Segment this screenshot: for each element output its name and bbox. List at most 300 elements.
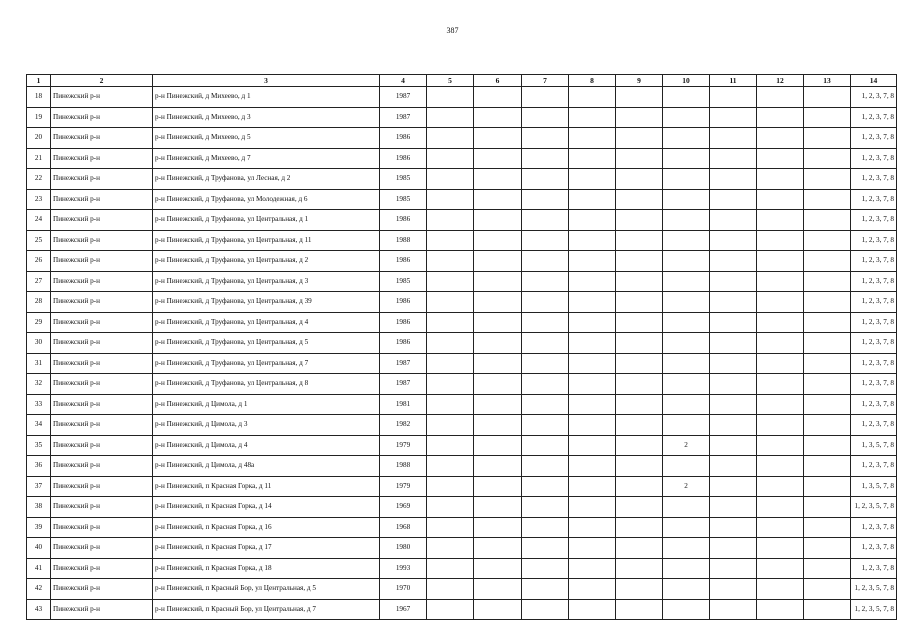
codes-cell: 1, 2, 3, 7, 8 (851, 148, 897, 169)
column-8-cell (569, 558, 616, 579)
column-5-cell (427, 107, 474, 128)
column-9-cell (616, 374, 663, 395)
column-9-cell (616, 538, 663, 559)
column-5-cell (427, 292, 474, 313)
column-header-8: 8 (569, 75, 616, 87)
column-6-cell (474, 415, 522, 436)
column-9-cell (616, 292, 663, 313)
column-10-cell (663, 292, 710, 313)
column-12-cell (757, 251, 804, 272)
column-7-cell (522, 271, 569, 292)
column-11-cell (710, 456, 757, 477)
column-13-cell (804, 169, 851, 190)
column-header-9: 9 (616, 75, 663, 87)
address-cell: р-н Пинежский, д Труфанова, ул Центральная, д 39 (153, 292, 380, 313)
column-12-cell (757, 87, 804, 108)
district-cell: Пинежский р-н (51, 312, 153, 333)
address-cell: р-н Пинежский, д Труфанова, ул Центральная, д 1 (153, 210, 380, 231)
column-6-cell (474, 435, 522, 456)
column-5-cell (427, 353, 474, 374)
district-cell: Пинежский р-н (51, 435, 153, 456)
column-13-cell (804, 87, 851, 108)
address-cell: р-н Пинежский, п Красная Горка, д 14 (153, 497, 380, 518)
district-cell: Пинежский р-н (51, 558, 153, 579)
row-number: 29 (27, 312, 51, 333)
column-5-cell (427, 579, 474, 600)
column-6-cell (474, 128, 522, 149)
codes-cell: 1, 2, 3, 7, 8 (851, 558, 897, 579)
column-header-11: 11 (710, 75, 757, 87)
column-13-cell (804, 579, 851, 600)
column-9-cell (616, 87, 663, 108)
codes-cell: 1, 2, 3, 7, 8 (851, 538, 897, 559)
column-12-cell (757, 353, 804, 374)
column-10-cell (663, 312, 710, 333)
table-row (27, 456, 897, 477)
table-row (27, 87, 897, 108)
column-10-cell: 2 (663, 476, 710, 497)
column-6-cell (474, 558, 522, 579)
year-cell: 1986 (380, 128, 427, 149)
codes-cell: 1, 3, 5, 7, 8 (851, 476, 897, 497)
column-13-cell (804, 476, 851, 497)
column-8-cell (569, 415, 616, 436)
column-7-cell (522, 312, 569, 333)
column-12-cell (757, 292, 804, 313)
column-12-cell (757, 599, 804, 620)
district-cell: Пинежский р-н (51, 169, 153, 190)
address-cell: р-н Пинежский, д Цимола, д 4 (153, 435, 380, 456)
column-9-cell (616, 251, 663, 272)
column-6-cell (474, 312, 522, 333)
codes-cell: 1, 2, 3, 7, 8 (851, 292, 897, 313)
codes-cell: 1, 2, 3, 7, 8 (851, 210, 897, 231)
table-row (27, 169, 897, 190)
column-9-cell (616, 497, 663, 518)
year-cell: 1986 (380, 251, 427, 272)
column-12-cell (757, 415, 804, 436)
column-8-cell (569, 435, 616, 456)
column-10-cell (663, 128, 710, 149)
column-8-cell (569, 189, 616, 210)
column-5-cell (427, 538, 474, 559)
table-row (27, 435, 897, 456)
year-cell: 1987 (380, 374, 427, 395)
codes-cell: 1, 2, 3, 7, 8 (851, 251, 897, 272)
table-row (27, 394, 897, 415)
address-cell: р-н Пинежский, п Красная Горка, д 11 (153, 476, 380, 497)
column-9-cell (616, 312, 663, 333)
column-header-6: 6 (474, 75, 522, 87)
district-cell: Пинежский р-н (51, 107, 153, 128)
column-8-cell (569, 353, 616, 374)
column-9-cell (616, 230, 663, 251)
address-cell: р-н Пинежский, д Труфанова, ул Центральная, д 11 (153, 230, 380, 251)
year-cell: 1985 (380, 271, 427, 292)
column-7-cell (522, 333, 569, 354)
column-5-cell (427, 271, 474, 292)
column-12-cell (757, 128, 804, 149)
column-12-cell (757, 374, 804, 395)
column-11-cell (710, 599, 757, 620)
column-6-cell (474, 107, 522, 128)
column-9-cell (616, 476, 663, 497)
column-10-cell (663, 271, 710, 292)
address-cell: р-н Пинежский, д Михеево, д 5 (153, 128, 380, 149)
column-5-cell (427, 169, 474, 190)
table-row (27, 558, 897, 579)
column-11-cell (710, 579, 757, 600)
year-cell: 1980 (380, 538, 427, 559)
column-7-cell (522, 87, 569, 108)
column-11-cell (710, 415, 757, 436)
column-10-cell (663, 538, 710, 559)
year-cell: 1993 (380, 558, 427, 579)
column-header-2: 2 (51, 75, 153, 87)
column-12-cell (757, 230, 804, 251)
column-10-cell: 2 (663, 435, 710, 456)
address-cell: р-н Пинежский, д Труфанова, ул Центральная, д 3 (153, 271, 380, 292)
column-13-cell (804, 517, 851, 538)
address-cell: р-н Пинежский, д Цимола, д 3 (153, 415, 380, 436)
column-12-cell (757, 107, 804, 128)
column-6-cell (474, 599, 522, 620)
district-cell: Пинежский р-н (51, 189, 153, 210)
row-number: 40 (27, 538, 51, 559)
column-11-cell (710, 128, 757, 149)
column-13-cell (804, 353, 851, 374)
column-13-cell (804, 107, 851, 128)
row-number: 31 (27, 353, 51, 374)
column-12-cell (757, 312, 804, 333)
address-cell: р-н Пинежский, п Красный Бор, ул Центральная, д 7 (153, 599, 380, 620)
column-6-cell (474, 333, 522, 354)
column-11-cell (710, 210, 757, 231)
table-row (27, 579, 897, 600)
column-11-cell (710, 333, 757, 354)
district-cell: Пинежский р-н (51, 497, 153, 518)
codes-cell: 1, 2, 3, 7, 8 (851, 107, 897, 128)
column-5-cell (427, 435, 474, 456)
column-8-cell (569, 312, 616, 333)
column-12-cell (757, 579, 804, 600)
column-13-cell (804, 292, 851, 313)
column-13-cell (804, 435, 851, 456)
column-10-cell (663, 497, 710, 518)
column-11-cell (710, 251, 757, 272)
column-8-cell (569, 476, 616, 497)
column-6-cell (474, 579, 522, 600)
column-7-cell (522, 558, 569, 579)
district-cell: Пинежский р-н (51, 599, 153, 620)
column-9-cell (616, 456, 663, 477)
column-header-3: 3 (153, 75, 380, 87)
address-cell: р-н Пинежский, п Красная Горка, д 17 (153, 538, 380, 559)
column-7-cell (522, 230, 569, 251)
address-cell: р-н Пинежский, д Труфанова, ул Молодежная, д 6 (153, 189, 380, 210)
district-cell: Пинежский р-н (51, 271, 153, 292)
column-6-cell (474, 538, 522, 559)
column-13-cell (804, 251, 851, 272)
codes-cell: 1, 2, 3, 7, 8 (851, 353, 897, 374)
row-number: 37 (27, 476, 51, 497)
district-cell: Пинежский р-н (51, 148, 153, 169)
column-12-cell (757, 538, 804, 559)
table-row (27, 476, 897, 497)
codes-cell: 1, 2, 3, 7, 8 (851, 230, 897, 251)
column-7-cell (522, 435, 569, 456)
column-13-cell (804, 271, 851, 292)
page-number: 387 (446, 26, 459, 35)
table-row (27, 148, 897, 169)
column-12-cell (757, 189, 804, 210)
column-11-cell (710, 353, 757, 374)
row-number: 26 (27, 251, 51, 272)
column-12-cell (757, 271, 804, 292)
column-13-cell (804, 210, 851, 231)
table-row (27, 415, 897, 436)
year-cell: 1985 (380, 169, 427, 190)
column-10-cell (663, 415, 710, 436)
address-cell: р-н Пинежский, д Труфанова, ул Центральная, д 4 (153, 312, 380, 333)
column-9-cell (616, 169, 663, 190)
column-13-cell (804, 456, 851, 477)
column-9-cell (616, 148, 663, 169)
year-cell: 1986 (380, 148, 427, 169)
column-header-5: 5 (427, 75, 474, 87)
column-13-cell (804, 128, 851, 149)
column-header-12: 12 (757, 75, 804, 87)
column-13-cell (804, 333, 851, 354)
column-5-cell (427, 374, 474, 395)
column-9-cell (616, 128, 663, 149)
column-12-cell (757, 456, 804, 477)
column-5-cell (427, 517, 474, 538)
column-10-cell (663, 210, 710, 231)
row-number: 33 (27, 394, 51, 415)
column-11-cell (710, 169, 757, 190)
table-row (27, 292, 897, 313)
table-body (27, 87, 897, 620)
column-6-cell (474, 353, 522, 374)
table-header (27, 75, 897, 87)
column-7-cell (522, 353, 569, 374)
year-cell: 1979 (380, 435, 427, 456)
address-cell: р-н Пинежский, д Цимола, д 48а (153, 456, 380, 477)
table-row (27, 251, 897, 272)
column-11-cell (710, 230, 757, 251)
table-row (27, 210, 897, 231)
district-cell: Пинежский р-н (51, 476, 153, 497)
address-cell: р-н Пинежский, д Труфанова, ул Центральная, д 7 (153, 353, 380, 374)
year-cell: 1968 (380, 517, 427, 538)
column-5-cell (427, 128, 474, 149)
column-11-cell (710, 87, 757, 108)
column-9-cell (616, 435, 663, 456)
row-number: 24 (27, 210, 51, 231)
column-7-cell (522, 189, 569, 210)
column-6-cell (474, 374, 522, 395)
row-number: 18 (27, 87, 51, 108)
column-6-cell (474, 169, 522, 190)
column-7-cell (522, 107, 569, 128)
column-12-cell (757, 517, 804, 538)
column-12-cell (757, 169, 804, 190)
codes-cell: 1, 2, 3, 7, 8 (851, 374, 897, 395)
codes-cell: 1, 2, 3, 7, 8 (851, 312, 897, 333)
year-cell: 1987 (380, 107, 427, 128)
table-row (27, 107, 897, 128)
column-5-cell (427, 476, 474, 497)
column-11-cell (710, 435, 757, 456)
column-8-cell (569, 148, 616, 169)
column-13-cell (804, 599, 851, 620)
column-5-cell (427, 210, 474, 231)
column-8-cell (569, 251, 616, 272)
codes-cell: 1, 2, 3, 7, 8 (851, 87, 897, 108)
table-row (27, 271, 897, 292)
year-cell: 1986 (380, 210, 427, 231)
column-header-1: 1 (27, 75, 51, 87)
district-cell: Пинежский р-н (51, 517, 153, 538)
district-cell: Пинежский р-н (51, 251, 153, 272)
column-7-cell (522, 374, 569, 395)
district-cell: Пинежский р-н (51, 292, 153, 313)
column-12-cell (757, 210, 804, 231)
district-cell: Пинежский р-н (51, 394, 153, 415)
column-header-7: 7 (522, 75, 569, 87)
row-number: 36 (27, 456, 51, 477)
column-7-cell (522, 476, 569, 497)
column-5-cell (427, 230, 474, 251)
column-10-cell (663, 394, 710, 415)
column-12-cell (757, 333, 804, 354)
codes-cell: 1, 2, 3, 5, 7, 8 (851, 599, 897, 620)
district-cell: Пинежский р-н (51, 374, 153, 395)
column-7-cell (522, 210, 569, 231)
column-9-cell (616, 353, 663, 374)
column-6-cell (474, 251, 522, 272)
column-6-cell (474, 210, 522, 231)
column-8-cell (569, 87, 616, 108)
column-8-cell (569, 292, 616, 313)
column-10-cell (663, 87, 710, 108)
column-11-cell (710, 292, 757, 313)
column-6-cell (474, 189, 522, 210)
column-8-cell (569, 394, 616, 415)
district-cell: Пинежский р-н (51, 579, 153, 600)
row-number: 25 (27, 230, 51, 251)
year-cell: 1988 (380, 456, 427, 477)
column-11-cell (710, 538, 757, 559)
column-5-cell (427, 87, 474, 108)
column-7-cell (522, 579, 569, 600)
year-cell: 1986 (380, 333, 427, 354)
column-12-cell (757, 558, 804, 579)
column-6-cell (474, 456, 522, 477)
year-cell: 1981 (380, 394, 427, 415)
column-9-cell (616, 107, 663, 128)
column-9-cell (616, 517, 663, 538)
column-11-cell (710, 558, 757, 579)
column-6-cell (474, 497, 522, 518)
column-header-14: 14 (851, 75, 897, 87)
column-7-cell (522, 415, 569, 436)
column-7-cell (522, 169, 569, 190)
row-number: 35 (27, 435, 51, 456)
year-cell: 1967 (380, 599, 427, 620)
codes-cell: 1, 2, 3, 5, 7, 8 (851, 497, 897, 518)
table-row (27, 497, 897, 518)
column-8-cell (569, 271, 616, 292)
column-11-cell (710, 394, 757, 415)
column-8-cell (569, 456, 616, 477)
column-9-cell (616, 558, 663, 579)
table-row (27, 128, 897, 149)
address-cell: р-н Пинежский, д Михеево, д 3 (153, 107, 380, 128)
column-header-13: 13 (804, 75, 851, 87)
year-cell: 1982 (380, 415, 427, 436)
column-6-cell (474, 148, 522, 169)
row-number: 21 (27, 148, 51, 169)
row-number: 43 (27, 599, 51, 620)
column-9-cell (616, 210, 663, 231)
table-row (27, 353, 897, 374)
column-10-cell (663, 374, 710, 395)
year-cell: 1987 (380, 87, 427, 108)
address-cell: р-н Пинежский, д Труфанова, ул Лесная, д 2 (153, 169, 380, 190)
codes-cell: 1, 2, 3, 7, 8 (851, 394, 897, 415)
column-9-cell (616, 415, 663, 436)
column-6-cell (474, 271, 522, 292)
column-10-cell (663, 107, 710, 128)
column-8-cell (569, 374, 616, 395)
column-7-cell (522, 394, 569, 415)
column-13-cell (804, 394, 851, 415)
column-5-cell (427, 189, 474, 210)
column-5-cell (427, 312, 474, 333)
year-cell: 1969 (380, 497, 427, 518)
codes-cell: 1, 2, 3, 5, 7, 8 (851, 579, 897, 600)
column-12-cell (757, 435, 804, 456)
header-row (27, 75, 897, 87)
column-11-cell (710, 107, 757, 128)
codes-cell: 1, 2, 3, 7, 8 (851, 333, 897, 354)
address-cell: р-н Пинежский, д Труфанова, ул Центральная, д 5 (153, 333, 380, 354)
column-6-cell (474, 292, 522, 313)
column-7-cell (522, 251, 569, 272)
column-12-cell (757, 148, 804, 169)
column-6-cell (474, 394, 522, 415)
district-cell: Пинежский р-н (51, 456, 153, 477)
column-7-cell (522, 292, 569, 313)
column-13-cell (804, 189, 851, 210)
column-5-cell (427, 251, 474, 272)
column-13-cell (804, 538, 851, 559)
codes-cell: 1, 3, 5, 7, 8 (851, 435, 897, 456)
column-10-cell (663, 148, 710, 169)
address-cell: р-н Пинежский, д Михеево, д 1 (153, 87, 380, 108)
column-header-4: 4 (380, 75, 427, 87)
column-13-cell (804, 230, 851, 251)
table-row (27, 517, 897, 538)
column-9-cell (616, 579, 663, 600)
year-cell: 1987 (380, 353, 427, 374)
column-5-cell (427, 394, 474, 415)
column-10-cell (663, 579, 710, 600)
district-cell: Пинежский р-н (51, 87, 153, 108)
column-6-cell (474, 230, 522, 251)
